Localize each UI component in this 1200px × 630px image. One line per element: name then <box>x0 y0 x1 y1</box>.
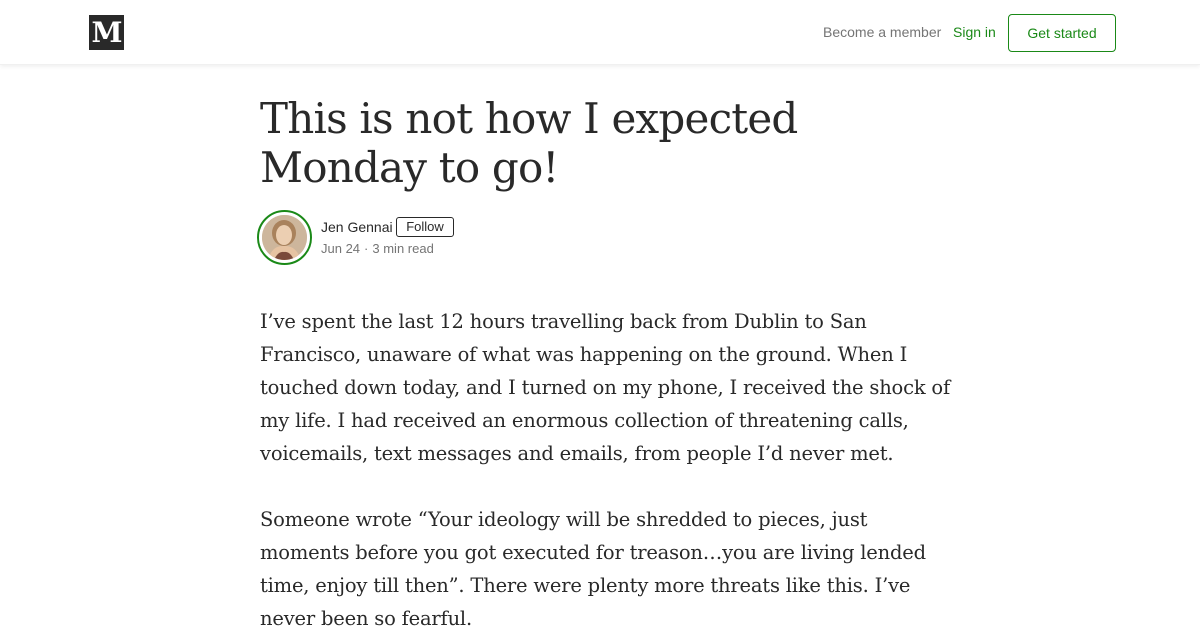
article-meta <box>321 240 434 257</box>
top-navigation-bar <box>0 0 1200 65</box>
author-avatar[interactable] <box>257 210 312 265</box>
sign-in-link[interactable]: Sign in <box>953 24 996 40</box>
author-avatar-image <box>262 215 307 260</box>
get-started-button[interactable]: Get started <box>1008 14 1116 52</box>
author-name-link[interactable]: Jen Gennai <box>321 219 393 235</box>
article-title: This is not how I expected Monday to go! <box>260 94 798 192</box>
article-paragraph: Someone wrote “Your ideology will be shredded to pieces, just moments before you got executed for treason…you are living lended time, enjoy till then”. There were plenty more threats like this. I’ve never been so fearful. <box>260 508 926 630</box>
article-paragraph: I’ve spent the last 12 hours travelling back from Dublin to San Francisco, unaware of what was happening on the ground. When I touched down today, and I turned on my phone, I received the shock of my life. I had received an enormous collection of threatening calls, voicemails, text messages and emails, from people I’d never met. <box>260 310 950 465</box>
meta-separator: · <box>364 241 369 256</box>
publish-date[interactable]: Jun 24 <box>321 241 361 256</box>
become-member-link[interactable]: Become a member <box>823 24 942 40</box>
read-time: 3 min read <box>372 241 434 256</box>
follow-button[interactable]: Follow <box>396 217 454 237</box>
medium-logo[interactable]: M <box>89 15 124 50</box>
